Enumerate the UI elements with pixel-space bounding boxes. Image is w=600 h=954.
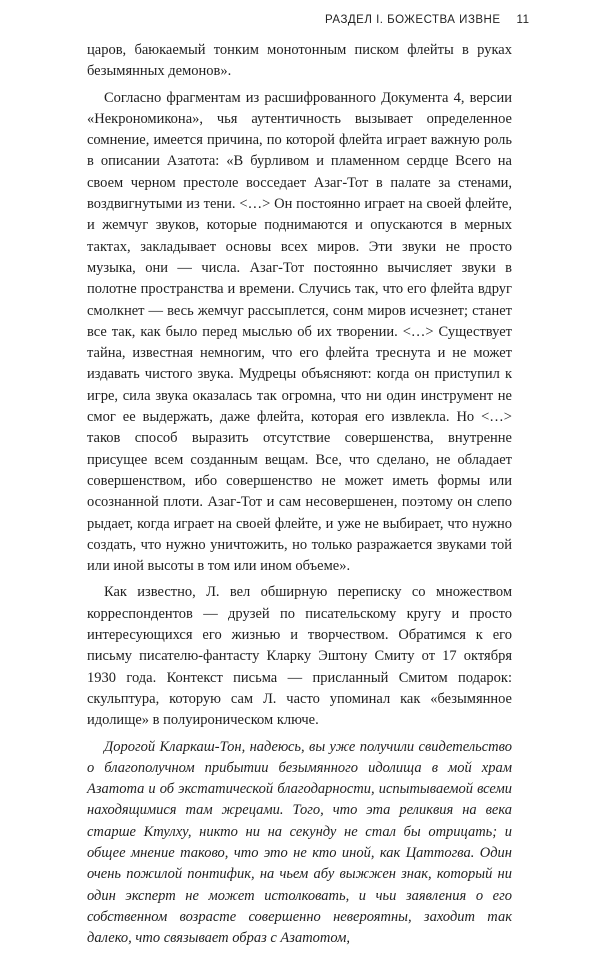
paragraph-continuation: царов, баюкаемый тонким монотонным писком флейты в руках безымянных демонов». (87, 42, 512, 80)
letter-quote: Дорогой Кларкаш-Тон, надеюсь, вы уже получили свидетельство о благополучном прибытии безымянного идолища в мой храм Азатота и об экстатической благодарности, испытываемой всеми находящимися там жрецами. Того, что эта реликвия на века старше Ктулху, никто ни на секунду не стал бы отрицать; и общее мнение таково, что это не кто иной, как Цаттогва. Один очень пожилой понтифик, на чьем абу выжжен знак, который ни один эксперт не может истолковать, и чьи заявления о его собственном возрасте совершенно невероятны, заходит так далеко, что связывает образ с Азатотом, (87, 738, 512, 947)
section-title: РАЗДЕЛ I. БОЖЕСТВА ИЗВНЕ (325, 14, 501, 26)
paragraph-correspondence: Как известно, Л. вел обширную переписку со множеством корреспондентов — друзей по писательскому кругу и просто интересующихся его жизнью и творчеством. Обратимся к его письму писателю-фантасту Кларку Эштону Смиту от 17 октября 1930 года. Контекст письма — присланный Смитом подарок: скульптура, которую сам Л. часто упоминал как «безымянное идолище» в полуироническом ключе. (87, 584, 512, 729)
page-number: 11 (516, 14, 530, 26)
page-body (87, 40, 512, 954)
paragraph-necronomicon: Согласно фрагментам из расшифрованного Документа 4, версии «Некрономикона», чья аутентичность вызывает определенное сомнение, имеется причина, по которой флейта играет важную роль в описании Азатота: «В бурливом и пламенном сердце Всего на своем черном престоле восседает Азаг-Тот в палате за стенами, воздвигнутыми из тени. <…> Он постоянно играет на своей флейте, и жемчуг звуков, которые поднимаются и опускаются в мерных тактах, закладывает основы всех миров. Эти звуки не просто музыка, они — числа. Азаг-Тот постоянно вычисляет звуки в полотне пространства и времени. Случись так, что его флейта вдруг смолкнет — весь жемчуг рассыплется, сонм миров исчезнет; станет все так, как было перед мыслью об их творении. <…> Существует тайна, известная немногим, что его флейта треснута и не может издавать чистого звука. Мудрецы объясняют: когда он приступил к игре, сила звука оказалась так огромна, что ни один инструмент не смог ее выдержать, даже флейта, которая его извлекла. Но <…> таков способ выразить отсутствие совершенства, внутренне присущее всем созданным вещам. Все, что сделано, не обладает совершенством, ибо совершенство не может иметь формы или осознанной плоти. Азаг-Тот и сам несовершенен, поэтому он слепо рыдает, когда играет на своей флейте, и уже не выбирает, что нужно создать, что нужно уничтожить, но только разражается звуками той или иной высоты в том или ином объеме». (87, 89, 512, 575)
running-header (325, 8, 575, 32)
